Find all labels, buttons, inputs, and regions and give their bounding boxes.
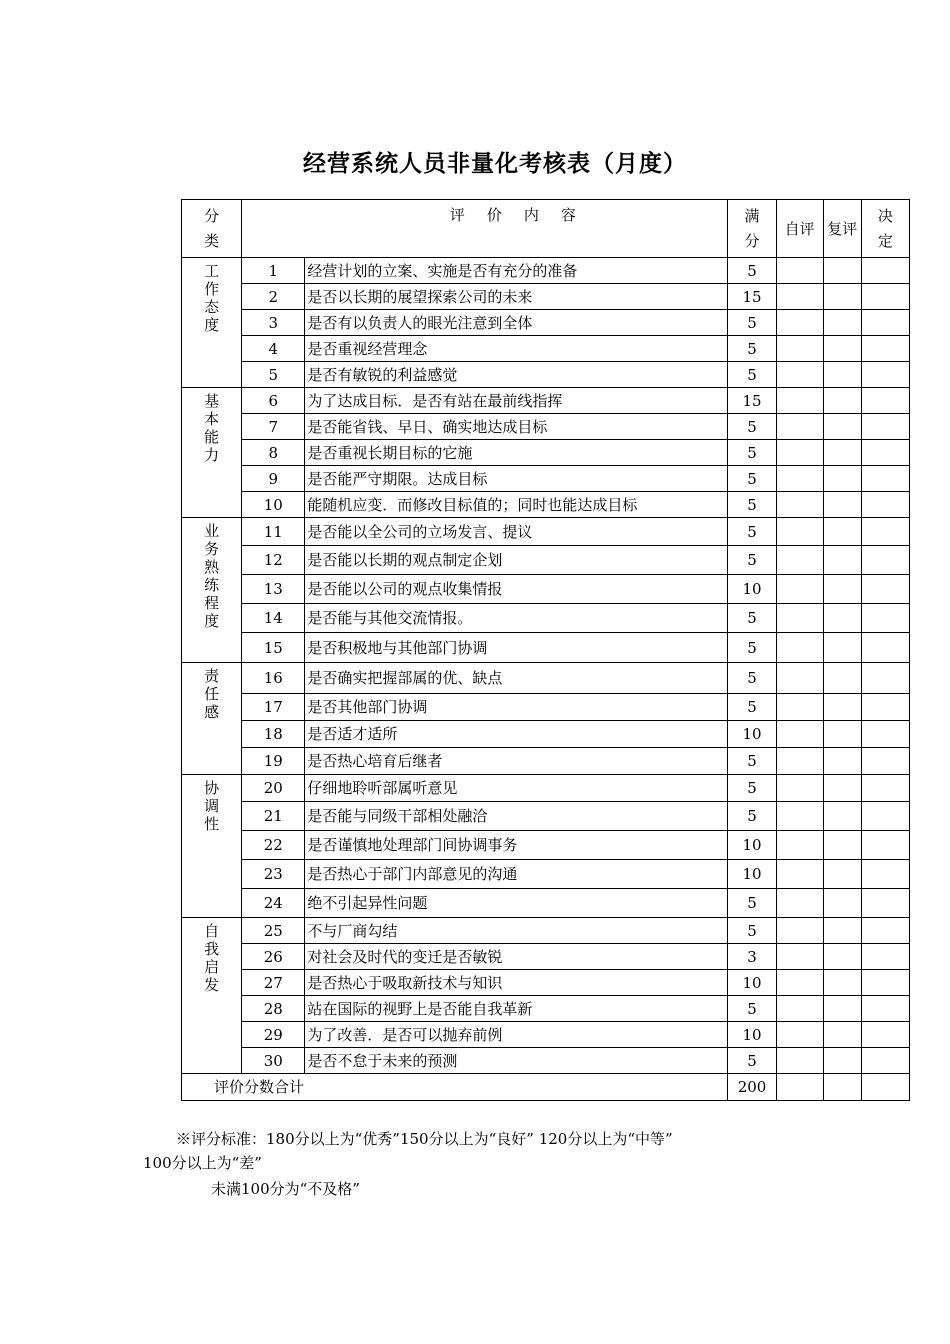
self-eval-cell[interactable] [776, 970, 823, 996]
item-full-score: 10 [728, 721, 776, 748]
table-row [182, 546, 910, 575]
table-row [182, 466, 910, 492]
self-eval-cell[interactable] [776, 1048, 823, 1074]
self-eval-cell[interactable] [776, 944, 823, 970]
header-decision: 决 定 [861, 200, 909, 258]
item-number: 14 [242, 604, 305, 633]
total-score: 200 [728, 1074, 776, 1101]
item-text: 能随机应变．而修改目标值的；同时也能达成目标 [305, 492, 728, 518]
table-row [182, 1048, 910, 1074]
item-text: 不与厂商勾结 [305, 918, 728, 944]
item-full-score: 5 [728, 748, 776, 775]
category-label: 基 本 能 力 [204, 392, 220, 464]
table-header-row [182, 200, 910, 258]
item-full-score: 5 [728, 775, 776, 802]
decision-cell[interactable] [861, 414, 909, 440]
total-decision-cell[interactable] [861, 1074, 909, 1101]
table-row [182, 362, 910, 388]
self-eval-cell[interactable] [776, 996, 823, 1022]
table-row [182, 748, 910, 775]
decision-cell[interactable] [861, 336, 909, 362]
item-number: 29 [242, 1022, 305, 1048]
review-cell[interactable] [823, 518, 861, 546]
item-text: 是否重视经营理念 [305, 336, 728, 362]
item-number: 4 [242, 336, 305, 362]
item-number: 9 [242, 466, 305, 492]
decision-cell[interactable] [861, 860, 909, 889]
item-full-score: 5 [728, 414, 776, 440]
review-cell[interactable] [823, 258, 861, 284]
category-label: 责 任 感 [204, 667, 220, 721]
review-cell[interactable] [823, 694, 861, 721]
self-eval-cell[interactable] [776, 492, 823, 518]
item-text: 是否适才适所 [305, 721, 728, 748]
decision-cell[interactable] [861, 258, 909, 284]
decision-cell[interactable] [861, 1048, 909, 1074]
total-review-cell[interactable] [823, 1074, 861, 1101]
item-text: 是否以长期的展望探索公司的未来 [305, 284, 728, 310]
item-text: 是否确实把握部属的优、缺点 [305, 663, 728, 694]
item-text: 经营计划的立案、实施是否有充分的准备 [305, 258, 728, 284]
review-cell[interactable] [823, 575, 861, 604]
self-eval-cell[interactable] [776, 918, 823, 944]
item-text: 是否积极地与其他部门协调 [305, 633, 728, 663]
category-cell [182, 388, 242, 518]
review-cell[interactable] [823, 604, 861, 633]
table-row [182, 889, 910, 918]
self-eval-cell[interactable] [776, 284, 823, 310]
decision-cell[interactable] [861, 970, 909, 996]
item-text: 是否能以全公司的立场发言、提议 [305, 518, 728, 546]
item-number: 11 [242, 518, 305, 546]
item-number: 27 [242, 970, 305, 996]
decision-cell[interactable] [861, 466, 909, 492]
item-text: 为了改善．是否可以抛弃前例 [305, 1022, 728, 1048]
decision-cell[interactable] [861, 748, 909, 775]
item-full-score: 5 [728, 889, 776, 918]
item-text: 是否热心于部门内部意见的沟通 [305, 860, 728, 889]
table-row [182, 440, 910, 466]
review-cell[interactable] [823, 336, 861, 362]
review-cell[interactable] [823, 996, 861, 1022]
self-eval-cell[interactable] [776, 1022, 823, 1048]
category-label: 协 调 性 [204, 779, 220, 833]
table-row [182, 310, 910, 336]
item-full-score: 10 [728, 970, 776, 996]
review-cell[interactable] [823, 889, 861, 918]
item-full-score: 5 [728, 492, 776, 518]
item-full-score: 5 [728, 336, 776, 362]
self-eval-cell[interactable] [776, 518, 823, 546]
table-row [182, 802, 910, 831]
item-text: 是否能以公司的观点收集情报 [305, 575, 728, 604]
table-row [182, 775, 910, 802]
table-row [182, 663, 910, 694]
decision-cell[interactable] [861, 944, 909, 970]
review-cell[interactable] [823, 466, 861, 492]
item-full-score: 5 [728, 996, 776, 1022]
item-full-score: 10 [728, 831, 776, 860]
item-full-score: 5 [728, 546, 776, 575]
item-text: 是否其他部门协调 [305, 694, 728, 721]
decision-cell[interactable] [861, 663, 909, 694]
item-full-score: 5 [728, 310, 776, 336]
review-cell[interactable] [823, 775, 861, 802]
review-cell[interactable] [823, 918, 861, 944]
item-full-score: 5 [728, 440, 776, 466]
review-cell[interactable] [823, 970, 861, 996]
category-cell [182, 775, 242, 918]
review-cell[interactable] [823, 802, 861, 831]
table-row [182, 604, 910, 633]
scoring-note-line1: ※评分标准：180分以上为“优秀”150分以上为“良好” 120分以上为“中等” [176, 1130, 673, 1148]
evaluation-table [181, 199, 910, 1101]
item-full-score: 5 [728, 694, 776, 721]
decision-cell[interactable] [861, 831, 909, 860]
item-text: 是否重视长期目标的它施 [305, 440, 728, 466]
review-cell[interactable] [823, 944, 861, 970]
item-full-score: 15 [728, 388, 776, 414]
item-number: 26 [242, 944, 305, 970]
table-row [182, 336, 910, 362]
review-cell[interactable] [823, 831, 861, 860]
item-full-score: 5 [728, 518, 776, 546]
item-number: 22 [242, 831, 305, 860]
decision-cell[interactable] [861, 1022, 909, 1048]
table-row [182, 284, 910, 310]
table-row [182, 414, 910, 440]
item-text: 是否能与其他交流情报。 [305, 604, 728, 633]
self-eval-cell[interactable] [776, 604, 823, 633]
item-text: 是否谨慎地处理部门间协调事务 [305, 831, 728, 860]
review-cell[interactable] [823, 633, 861, 663]
table-row [182, 575, 910, 604]
item-full-score: 5 [728, 802, 776, 831]
item-full-score: 5 [728, 1048, 776, 1074]
page-title: 经营系统人员非量化考核表（月度） [303, 151, 687, 177]
self-eval-cell[interactable] [776, 388, 823, 414]
category-label: 工 作 态 度 [204, 262, 220, 334]
review-cell[interactable] [823, 721, 861, 748]
item-number: 15 [242, 633, 305, 663]
category-cell [182, 663, 242, 775]
item-full-score: 5 [728, 633, 776, 663]
item-text: 是否有敏锐的利益感觉 [305, 362, 728, 388]
category-cell [182, 518, 242, 663]
table-row [182, 518, 910, 546]
item-full-score: 10 [728, 1022, 776, 1048]
item-full-score: 5 [728, 663, 776, 694]
item-number: 23 [242, 860, 305, 889]
self-eval-cell[interactable] [776, 775, 823, 802]
table-row [182, 388, 910, 414]
table-row [182, 918, 910, 944]
decision-cell[interactable] [861, 284, 909, 310]
table-row [182, 633, 910, 663]
total-self-eval-cell[interactable] [776, 1074, 823, 1101]
self-eval-cell[interactable] [776, 310, 823, 336]
table-row [182, 721, 910, 748]
item-full-score: 5 [728, 918, 776, 944]
item-full-score: 10 [728, 860, 776, 889]
review-cell[interactable] [823, 546, 861, 575]
decision-cell[interactable] [861, 633, 909, 663]
table-row [182, 1022, 910, 1048]
item-number: 28 [242, 996, 305, 1022]
item-text: 是否能省钱、早日、确实地达成目标 [305, 414, 728, 440]
self-eval-cell[interactable] [776, 694, 823, 721]
review-cell[interactable] [823, 748, 861, 775]
item-number: 6 [242, 388, 305, 414]
header-review: 复评 [823, 200, 861, 258]
category-cell [182, 258, 242, 388]
decision-cell[interactable] [861, 518, 909, 546]
review-cell[interactable] [823, 414, 861, 440]
total-label: 评价分数合计 [182, 1074, 728, 1101]
decision-cell[interactable] [861, 440, 909, 466]
header-self-eval: 自评 [776, 200, 823, 258]
decision-cell[interactable] [861, 802, 909, 831]
item-number: 19 [242, 748, 305, 775]
item-number: 1 [242, 258, 305, 284]
self-eval-cell[interactable] [776, 258, 823, 284]
item-text: 绝不引起异性问题 [305, 889, 728, 918]
decision-cell[interactable] [861, 362, 909, 388]
decision-cell[interactable] [861, 604, 909, 633]
item-number: 10 [242, 492, 305, 518]
self-eval-cell[interactable] [776, 336, 823, 362]
item-number: 2 [242, 284, 305, 310]
table-row [182, 258, 910, 284]
item-number: 5 [242, 362, 305, 388]
review-cell[interactable] [823, 362, 861, 388]
item-number: 24 [242, 889, 305, 918]
decision-cell[interactable] [861, 492, 909, 518]
item-full-score: 5 [728, 604, 776, 633]
item-number: 25 [242, 918, 305, 944]
item-text: 对社会及时代的变迁是否敏锐 [305, 944, 728, 970]
decision-cell[interactable] [861, 694, 909, 721]
table-row [182, 970, 910, 996]
item-full-score: 15 [728, 284, 776, 310]
self-eval-cell[interactable] [776, 414, 823, 440]
review-cell[interactable] [823, 310, 861, 336]
item-full-score: 3 [728, 944, 776, 970]
review-cell[interactable] [823, 440, 861, 466]
item-number: 30 [242, 1048, 305, 1074]
decision-cell[interactable] [861, 388, 909, 414]
item-text: 是否能严守期限。达成目标 [305, 466, 728, 492]
item-full-score: 10 [728, 575, 776, 604]
item-number: 18 [242, 721, 305, 748]
table-row [182, 694, 910, 721]
self-eval-cell[interactable] [776, 831, 823, 860]
item-number: 17 [242, 694, 305, 721]
item-number: 8 [242, 440, 305, 466]
item-full-score: 5 [728, 362, 776, 388]
table-row [182, 492, 910, 518]
table-row [182, 996, 910, 1022]
item-text: 站在国际的视野上是否能自我革新 [305, 996, 728, 1022]
item-text: 是否不怠于未来的预测 [305, 1048, 728, 1074]
table-row [182, 831, 910, 860]
item-text: 仔细地聆听部属听意见 [305, 775, 728, 802]
item-number: 13 [242, 575, 305, 604]
header-full-score: 满 分 [728, 200, 776, 258]
category-label: 自 我 启 发 [204, 922, 220, 994]
item-text: 是否热心于吸取新技术与知识 [305, 970, 728, 996]
item-number: 21 [242, 802, 305, 831]
decision-cell[interactable] [861, 575, 909, 604]
item-number: 16 [242, 663, 305, 694]
self-eval-cell[interactable] [776, 362, 823, 388]
header-category: 分 类 [182, 200, 242, 258]
self-eval-cell[interactable] [776, 663, 823, 694]
review-cell[interactable] [823, 1022, 861, 1048]
category-cell [182, 918, 242, 1074]
item-full-score: 5 [728, 466, 776, 492]
item-text: 是否有以负责人的眼光注意到全体 [305, 310, 728, 336]
decision-cell[interactable] [861, 918, 909, 944]
item-text: 是否热心培育后继者 [305, 748, 728, 775]
self-eval-cell[interactable] [776, 860, 823, 889]
decision-cell[interactable] [861, 996, 909, 1022]
item-number: 12 [242, 546, 305, 575]
self-eval-cell[interactable] [776, 546, 823, 575]
review-cell[interactable] [823, 284, 861, 310]
decision-cell[interactable] [861, 775, 909, 802]
decision-cell[interactable] [861, 889, 909, 918]
self-eval-cell[interactable] [776, 748, 823, 775]
self-eval-cell[interactable] [776, 440, 823, 466]
category-label: 业 务 熟 练 程 度 [204, 522, 220, 630]
table-row [182, 860, 910, 889]
review-cell[interactable] [823, 663, 861, 694]
self-eval-cell[interactable] [776, 889, 823, 918]
scoring-note-line2: 100分以上为“差” [143, 1154, 262, 1172]
total-row [182, 1074, 910, 1101]
self-eval-cell[interactable] [776, 466, 823, 492]
decision-cell[interactable] [861, 546, 909, 575]
self-eval-cell[interactable] [776, 802, 823, 831]
header-content: 评价内容 [242, 200, 728, 258]
self-eval-cell[interactable] [776, 633, 823, 663]
decision-cell[interactable] [861, 721, 909, 748]
review-cell[interactable] [823, 492, 861, 518]
item-number: 3 [242, 310, 305, 336]
table-row [182, 944, 910, 970]
self-eval-cell[interactable] [776, 575, 823, 604]
item-text: 为了达成目标．是否有站在最前线指挥 [305, 388, 728, 414]
item-number: 20 [242, 775, 305, 802]
item-text: 是否能以长期的观点制定企划 [305, 546, 728, 575]
self-eval-cell[interactable] [776, 721, 823, 748]
item-number: 7 [242, 414, 305, 440]
item-text: 是否能与同级干部相处融洽 [305, 802, 728, 831]
scoring-note-line3: 未满100分为“不及格” [211, 1180, 360, 1198]
decision-cell[interactable] [861, 310, 909, 336]
review-cell[interactable] [823, 860, 861, 889]
review-cell[interactable] [823, 1048, 861, 1074]
item-full-score: 5 [728, 258, 776, 284]
review-cell[interactable] [823, 388, 861, 414]
